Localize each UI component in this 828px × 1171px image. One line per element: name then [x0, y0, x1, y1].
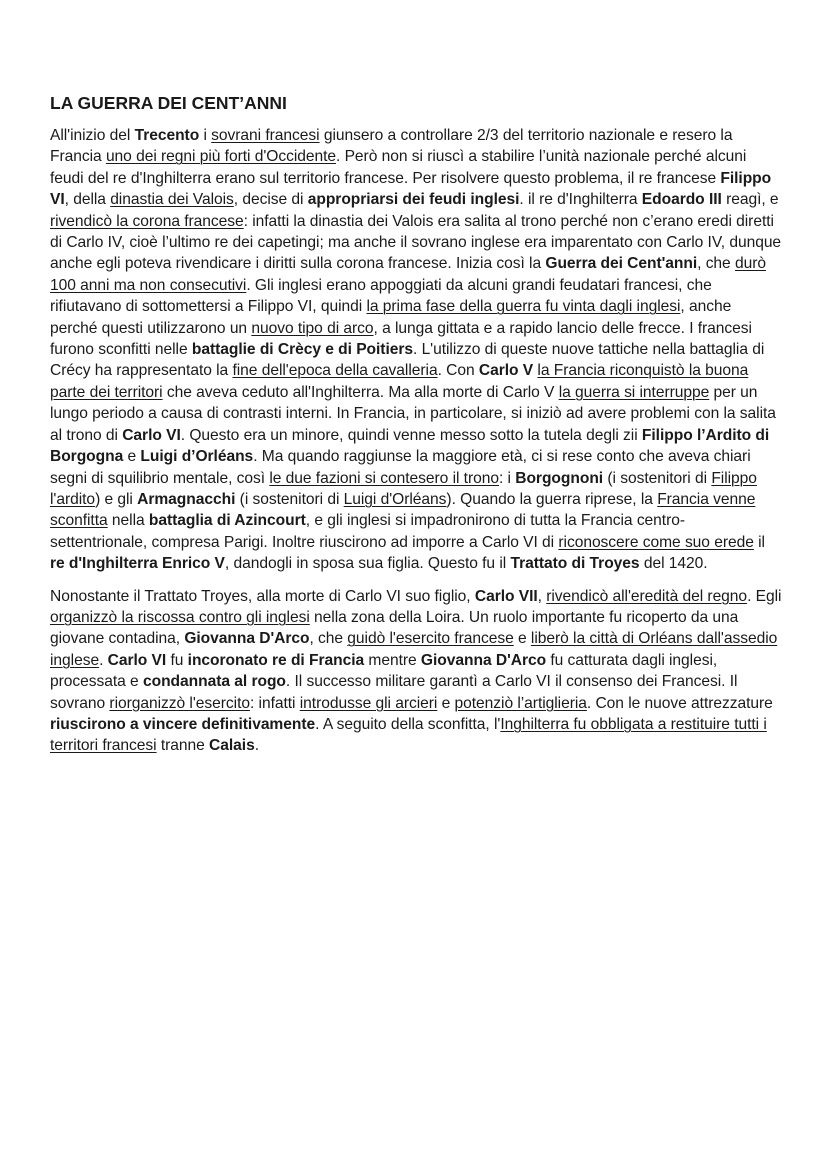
- bold-term: Giovanna D'Arco: [420, 651, 547, 669]
- underlined-phrase: liberò la città di Orléans dall'assedio inglese: [50, 630, 778, 669]
- text-run: . Con le nuove attrezzature: [586, 694, 773, 712]
- text-run: mentre: [364, 651, 421, 669]
- text-run: , anche perché questi utilizzarono un: [50, 298, 732, 337]
- bold-term: Luigi d’Orléans: [140, 448, 254, 466]
- text-run: , a lunga gittata e a rapido lancio delle frecce. I francesi furono sconfitti nelle: [50, 319, 752, 359]
- bold-term: Carlo VI: [107, 651, 167, 669]
- bold-term: Trattato di Troyes: [510, 555, 640, 573]
- text-run: , decise di: [233, 191, 308, 209]
- underlined-phrase: la prima fase della guerra fu vinta dagli inglesi: [366, 298, 681, 316]
- bold-term: Giovanna D'Arco: [184, 630, 310, 648]
- underlined-phrase: durò 100 anni ma non consecutivi: [50, 255, 766, 294]
- bold-term: Trecento: [134, 127, 200, 144]
- underlined-phrase: Filippo l'ardito: [50, 469, 757, 508]
- text-run: , e gli inglesi si impadronirono di tutta la Francia centro-settentrionale, compresa Parigi. Inoltre riuscirono ad imporre a Carlo VI di: [50, 512, 685, 551]
- text-run: che aveva ceduto all'Inghilterra. Ma alla morte di Carlo V: [162, 383, 559, 401]
- text-run: del 1420.: [639, 555, 708, 573]
- bold-term: Calais: [209, 737, 255, 755]
- text-run: reagì, e: [721, 191, 779, 209]
- text-run: . Questo era un minore, quindi venne messo sotto la tutela degli zii: [180, 426, 642, 444]
- text-run: fu: [166, 651, 188, 669]
- text-run: All'inizio del: [50, 127, 135, 144]
- text-run: tranne: [156, 737, 210, 755]
- text-run: , che: [697, 255, 735, 273]
- text-run: e: [513, 630, 531, 648]
- bold-term: Borgognoni: [515, 469, 604, 487]
- underlined-phrase: fine dell'epoca della cavalleria: [232, 362, 438, 380]
- text-run: . Con: [437, 362, 479, 380]
- underlined-phrase: riorganizzò l'esercito: [109, 694, 250, 712]
- bold-term: Carlo VI: [122, 426, 181, 444]
- text-run: . il re d'Inghilterra: [519, 191, 642, 209]
- document-body: [50, 92, 782, 757]
- text-run: (i sostenitori di: [235, 490, 344, 508]
- text-run: i: [199, 127, 212, 144]
- bold-term: Armagnacchi: [137, 490, 236, 508]
- text-run: giunsero a controllare 2/3 del territorio nazionale e resero la Francia: [50, 127, 733, 166]
- text-run: , che: [309, 630, 348, 648]
- text-run: . Però non si riuscì a stabilire l’unità nazionale perché alcuni feudi del re d'Inghilterra erano sul territorio francese. Per risolvere questo problema, il re francese: [50, 148, 747, 187]
- text-run: ,: [537, 587, 547, 605]
- text-run: e: [437, 694, 455, 712]
- text-run: (i sostenitori di: [603, 469, 712, 487]
- underlined-phrase: guidò l'esercito francese: [347, 630, 514, 648]
- text-run: : i: [498, 469, 516, 487]
- underlined-phrase: Francia venne sconfitta: [50, 490, 756, 530]
- bold-term: Edoardo III: [641, 191, 722, 209]
- paragraph-1: [50, 125, 782, 575]
- text-run: . Egli: [747, 587, 782, 605]
- text-run: nella zona della Loira. Un ruolo importante fu ricoperto da una giovane contadina,: [50, 608, 739, 648]
- underlined-phrase: sovrani francesi: [211, 127, 320, 144]
- underlined-phrase: introdusse gli arcieri: [299, 694, 438, 712]
- text-run: , della: [64, 191, 111, 209]
- text-run: per un lungo periodo a causa di contrasti interni. In Francia, in particolare, si iniziò ad avere problemi con la salita al trono di: [50, 383, 776, 444]
- underlined-phrase: la guerra si interruppe: [558, 383, 710, 401]
- bold-term: Guerra dei Cent'anni: [545, 255, 698, 273]
- underlined-phrase: riconoscere come suo erede: [558, 533, 754, 551]
- bold-term: battaglie di Crècy e di Poitiers: [191, 341, 413, 359]
- bold-term: Carlo V: [478, 362, 534, 380]
- paragraph-2: [50, 586, 782, 757]
- bold-term: Carlo VII: [474, 587, 538, 605]
- text-run: fu catturata dagli inglesi, processata e: [50, 651, 718, 691]
- text-run: . Ma quando raggiunse la maggiore età, ci si rese conto che aveva chiari segni di squilibrio mentale, così: [50, 448, 751, 487]
- text-run: : infatti la dinastia dei Valois era salita al trono perché non c’erano eredi diretti di Carlo IV, cioè l’ultimo re dei capetingi; ma anche il sovrano inglese era imparentato con Carlo IV, dunque anche egli poteva rivendicare i diritti sulla corona francese. Inizia così la: [50, 212, 782, 273]
- text-run: . Il successo militare garantì a Carlo VI il consenso dei Francesi. Il sovrano: [50, 673, 738, 712]
- underlined-phrase: uno dei regni più forti d'Occidente: [105, 148, 337, 166]
- underlined-phrase: Inghilterra fu obbligata a restituire tutti i territori francesi: [50, 715, 767, 755]
- text-run: nella: [107, 512, 149, 530]
- text-run: ). Quando la guerra riprese, la: [446, 490, 658, 508]
- underlined-phrase: le due fazioni si contesero il trono: [269, 469, 499, 487]
- text-run: : infatti: [249, 694, 300, 712]
- text-run: . A seguito della sconfitta, l': [315, 715, 501, 733]
- bold-term: condannata al rogo: [142, 673, 286, 691]
- text-run: e: [123, 448, 141, 466]
- text-run: , dandogli in sposa sua figlia. Questo fu il: [224, 555, 511, 573]
- underlined-phrase: Luigi d'Orléans: [343, 490, 447, 508]
- bold-term: riuscirono a vincere definitivamente: [50, 715, 316, 733]
- text-run: ) e gli: [95, 490, 138, 508]
- text-run: .: [99, 651, 108, 669]
- underlined-phrase: dinastia dei Valois: [110, 191, 234, 209]
- bold-term: re d'Inghilterra Enrico V: [50, 555, 225, 573]
- text-run: Nonostante il Trattato Troyes, alla morte di Carlo VI suo figlio,: [50, 587, 475, 605]
- bold-term: appropriarsi dei feudi inglesi: [307, 191, 520, 209]
- underlined-phrase: rivendicò la corona francese: [50, 212, 244, 230]
- underlined-phrase: la Francia riconquistò la buona parte dei territori: [50, 362, 749, 401]
- bold-term: incoronato re di Francia: [187, 651, 365, 669]
- underlined-phrase: nuovo tipo di arco: [251, 319, 374, 337]
- text-run: . Gli inglesi erano appoggiati da alcuni grandi feudatari francesi, che rifiutavano di sottomettersi a Filippo VI, quindi: [50, 276, 712, 316]
- underlined-phrase: potenziò l’artiglieria: [454, 694, 587, 712]
- text-run: il: [753, 533, 765, 551]
- bold-term: Filippo l’Ardito di Borgogna: [50, 426, 770, 466]
- text-run: . L'utilizzo di queste nuove tattiche nella battaglia di Crécy ha rappresentato la: [50, 341, 765, 380]
- text-run: .: [254, 737, 259, 755]
- bold-term: Filippo VI: [50, 169, 772, 209]
- underlined-phrase: rivendicò all'eredità del regno: [546, 587, 748, 605]
- bold-term: battaglia di Azincourt: [148, 512, 306, 530]
- underlined-phrase: organizzò la riscossa contro gli inglesi: [50, 608, 310, 626]
- document-title: LA GUERRA DEI CENT’ANNI: [50, 93, 287, 113]
